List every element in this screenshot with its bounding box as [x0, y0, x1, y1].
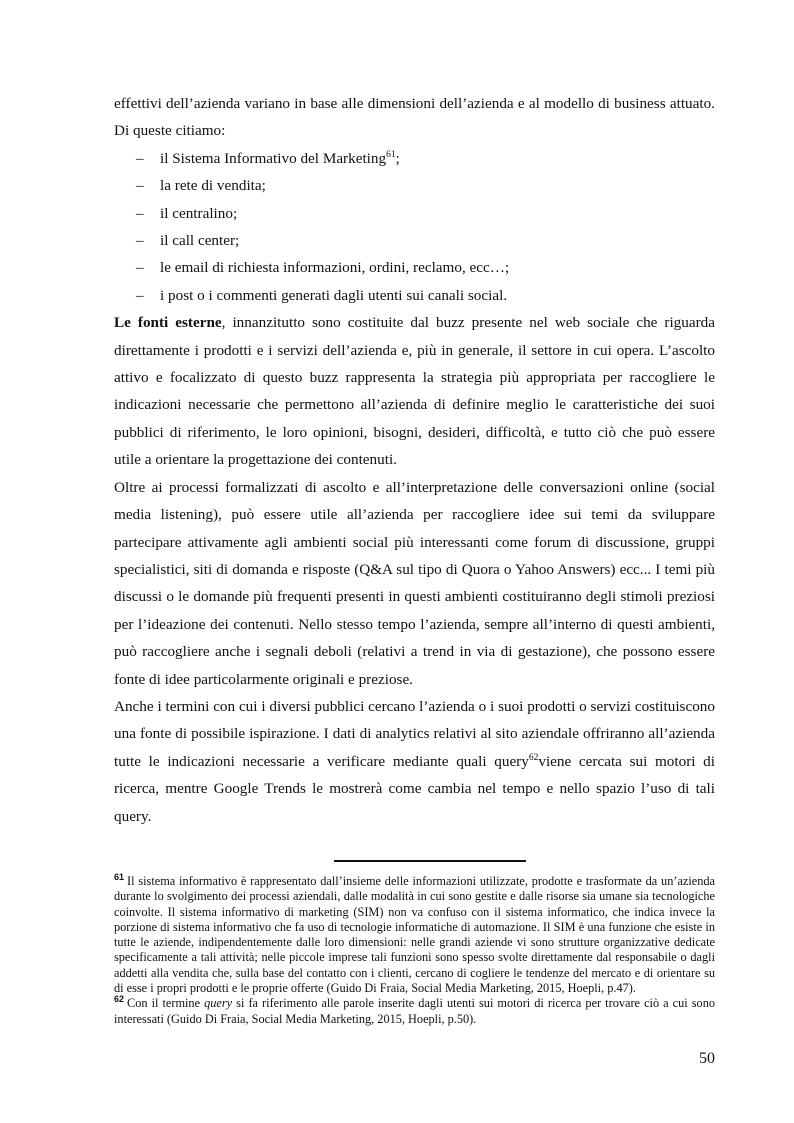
list-item [114, 254, 715, 281]
footnote-italic-term: query [204, 996, 233, 1011]
footnote-number: 62 [114, 994, 125, 1005]
footnote-separator [334, 860, 526, 862]
footnotes [114, 871, 715, 1027]
paragraph-text: , innanzitutto sono costituite dal buzz presente nel web sociale che riguarda direttamente i prodotti e i servizi dell’azienda e, più in generale, il settore in cui opera. L’ascolto attivo e focalizzato di questo buzz rappresenta la strategia più appropriata per raccogliere le indicazioni necessarie che permettono all’azienda di definire meglio le caratteristiche dei suoi pubblici di riferimento, le loro opinioni, bisogni, desideri, difficoltà, e tutto ciò che può essere utile a orientare la progettazione dei contenuti. [114, 314, 716, 469]
footnote-text: Il sistema informativo è rappresentato dall’insieme delle informazioni utilizzate, prodotte e trasformate da un’azienda durante lo svolgimento dei processi aziendali, dalle modalità in cui sono gestite e dalle risorse sia umane sia tecnologiche coinvolte. Il sistema informativo di marketing (SIM) non va confuso con il sistema informatico, che indica invece la porzione di sistema informativo che fa uso di tecnologie informatiche di automazione. Il SIM è una funzione che esiste in tutte le aziende, indipendentemente dalle loro dimensioni: nelle grandi aziende vi sono strutture organizzative dedicate specificamente a tali attività; nelle piccole imprese tali funzioni sono spesso svolte direttamente dal responsabile o dagli addetti alla vendita che, sulla base del contatto con i clienti, cercano di cogliere le tendenze del mercato e di orientare su di esse i propri prodotti e le proprie offerte (Guido Di Fraia, Social Media Marketing, 2015, Hoepli, p.47). [114, 874, 715, 996]
list-item-text: il Sistema Informativo del Marketing [160, 149, 387, 167]
bullet-dash: – [136, 149, 144, 167]
list-item-text: i post o i commenti generati dagli utenti sui canali social. [160, 286, 508, 304]
bullet-dash: – [136, 286, 144, 304]
intro-line-1: effettivi dell’azienda variano in base alle dimensioni dell’azienda e al modello di business [114, 95, 666, 112]
paragraph-text-continued: viene cercata sui motori di ricerca, mentre Google Trends le mostrerà come cambia nel tempo e nello spazio l’uso di tali query. [114, 752, 715, 825]
bullet-dash: – [136, 177, 144, 195]
footnote-text: Con il termine [127, 996, 205, 1011]
footnote-62 [114, 996, 715, 1027]
footnote-ref-61: 61 [386, 149, 396, 160]
footnote-text-continued: si fa riferimento alle parole inserite dagli utenti sui motori di ricerca per trovare ciò a cui sono interessati (Guido Di Fraia, Social Media Marketing, 2015, Hoepli, p.50). [114, 996, 715, 1026]
page-number: 50 [699, 1050, 715, 1067]
list-item-text: la rete di vendita; [160, 177, 266, 195]
paragraph-text: Anche i termini con cui i diversi pubblici cercano l’azienda o i suoi prodotti o servizi costituiscono una fonte di possibile ispirazione. I dati di analytics relativi al sito aziendale offriranno all’azienda tutte le indicazioni necessarie a verificare mediante quali query [114, 697, 715, 770]
list-item-suffix: ; [395, 149, 400, 167]
list-item-text: il centralino; [160, 204, 238, 222]
bold-lead: Le fonti esterne [114, 314, 222, 332]
footnote-number: 61 [114, 871, 125, 882]
search-terms-paragraph [114, 693, 715, 830]
source-list [114, 145, 715, 309]
list-item [114, 200, 715, 227]
bullet-dash: – [136, 232, 144, 250]
list-item-text: le email di richiesta informazioni, ordini, reclamo, ecc…; [160, 259, 510, 277]
list-item [114, 227, 715, 254]
bullet-dash: – [136, 204, 144, 222]
listening-paragraph: Oltre ai processi formalizzati di ascolto e all’interpretazione delle conversazioni online (social media listening), può essere utile all’azienda per raccogliere idee sui temi da sviluppare partecipare attivamente agli ambienti social più interessanti come forum di discussione, gruppi specialistici, siti di domanda e risposte (Q&A sul tipo di Quora o Yahoo Answers) ecc... I temi più discussi o le domande più frequenti presenti in questi ambienti costituiranno degli stimoli preziosi per l’ideazione dei contenuti. Nello stesso tempo l’azienda, sempre all’interno di questi ambienti, può raccogliere anche i segnali deboli (relativi a trend in via di gestazione), che possono essere fonte di idee particolarmente originali e preziose. [114, 478, 715, 688]
list-item [114, 145, 715, 172]
intro-paragraph [114, 90, 715, 145]
main-text [114, 90, 715, 830]
list-item-text: il call center; [160, 232, 240, 250]
list-item [114, 172, 715, 199]
external-sources-paragraph [114, 309, 715, 473]
list-item [114, 282, 715, 309]
footnote-ref-62: 62 [528, 752, 539, 763]
intro-line-2: attuato. Di queste citiamo: [114, 95, 715, 140]
bullet-dash: – [136, 259, 144, 277]
footnote-61 [114, 871, 715, 996]
